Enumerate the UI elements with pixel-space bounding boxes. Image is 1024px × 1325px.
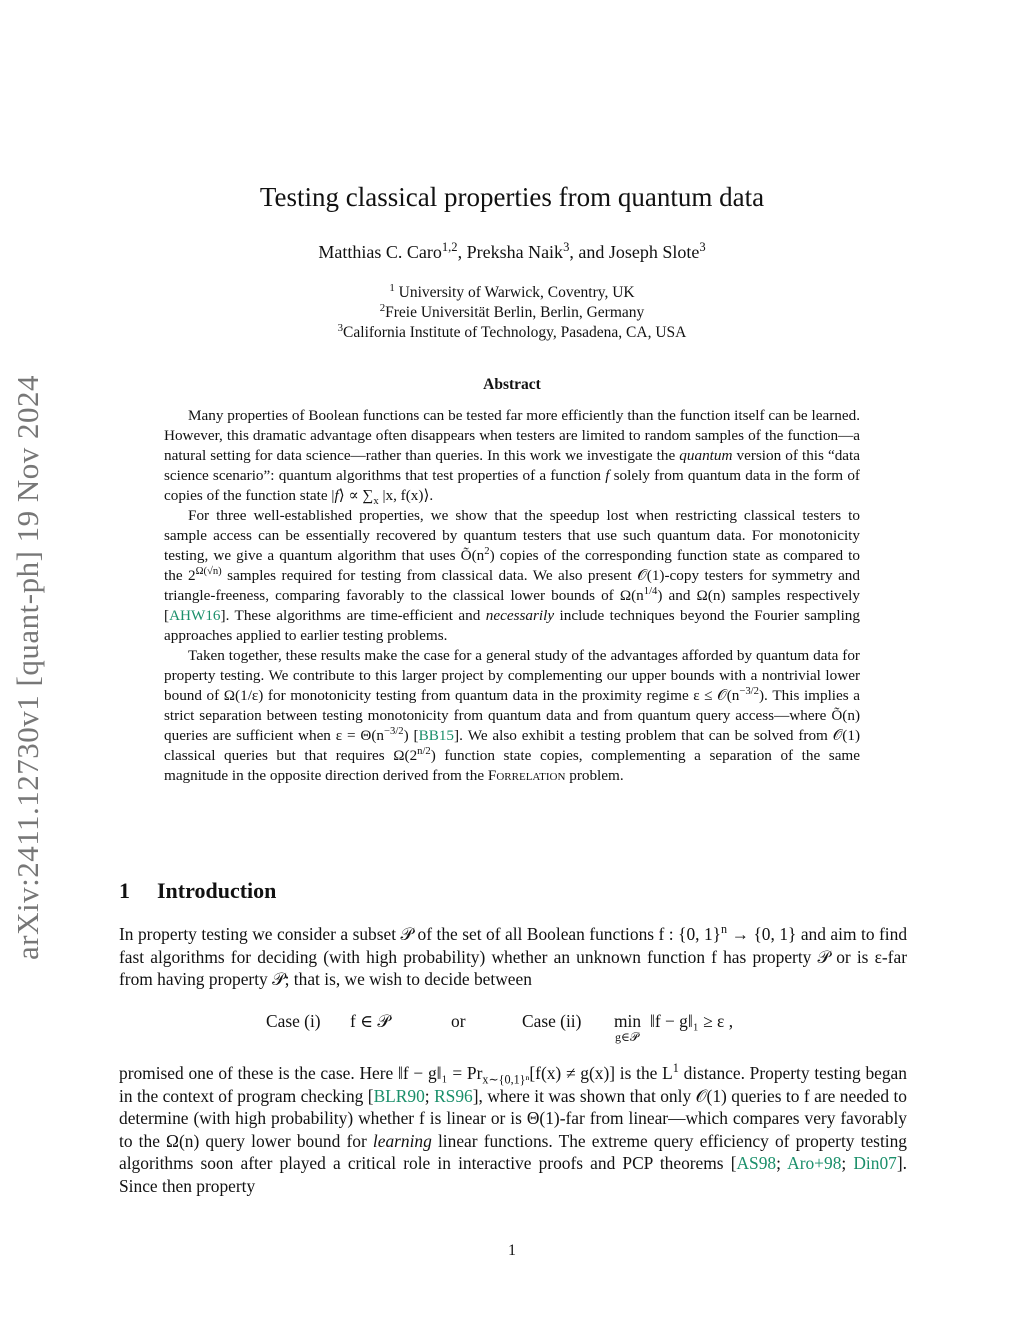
math-sup: n/2 [417, 745, 431, 757]
affiliation-num: 2 [379, 301, 386, 314]
emphasis: necessarily [485, 607, 555, 624]
math-sup: 1 [672, 1061, 679, 1076]
text-run: samples required for testing from classical data. We also present 𝒪(1)-copy testers for symmetry and triangle-freeness, comparing favorably to the classical lower bounds of Ω(n [164, 567, 860, 604]
math-var: f [605, 467, 610, 484]
text-run: ]. These algorithms are time-efficient and [220, 607, 486, 624]
math-var: f [334, 487, 339, 504]
text-run: Taken together, these results make the case for a general study of the advantages afforded by quantum data for property testing. We contribute to this larger project by complementing our upper bounds with a nontrivial lower bound of Ω(1/ε) for monotonicity testing from quantum data in the proximity regime ε ≤ 𝒪(n [164, 647, 860, 704]
math-sup: −3/2 [384, 725, 404, 737]
text-run: solely from quantum data in the form of copies of the function state | [164, 467, 860, 504]
text-run: ; [776, 1153, 788, 1173]
text-run: ; [841, 1153, 854, 1173]
emphasis: learning [372, 1130, 432, 1151]
case-label: Case (ii) [522, 1011, 582, 1031]
affiliation-2 [0, 301, 1024, 322]
text-run: |x, f(x)⟩. [378, 487, 434, 504]
emphasis: quantum [679, 447, 733, 464]
text-run: linear functions. The extreme query efficiency of property testing algorithms soon after played a critical role in interactive proofs and PCP theorems [ [119, 1130, 908, 1173]
text-run: ; [424, 1085, 435, 1106]
text-run: For three well-established properties, we show that the speedup lost when restricting classical testers to sample access can be essentially recovered by quantum testers that use such quantum data. For monotonicity testing, we give a quantum algorithm that uses Õ(n [164, 507, 860, 564]
affiliation-3 [0, 321, 1024, 342]
affiliation-num: 3 [337, 321, 344, 334]
citation-link[interactable]: BB15 [418, 727, 455, 744]
math-sup: 1/4 [643, 585, 658, 597]
text-run: ]. We also exhibit a testing problem that can be solved from 𝒪(1) classical queries but that requires Ω(2 [164, 727, 860, 764]
paper-title: Testing classical properties from quantum data [259, 182, 765, 212]
text-run: ) copies of the corresponding function state as compared to the 2 [164, 547, 860, 584]
case-expression: f ∈ 𝒫 [350, 1011, 390, 1031]
abstract-paragraph-1 [164, 406, 860, 506]
author-2: Preksha Naik [466, 242, 564, 262]
author-1: Matthias C. Caro [318, 242, 442, 262]
math-sup: 2 [484, 545, 490, 557]
text-run: promised one of these is the case. Here ‖f − g‖₁ = Pr [119, 1063, 483, 1083]
citation-link[interactable]: Din07 [853, 1153, 897, 1173]
math-sup: Ω(√n) [195, 565, 222, 577]
math-sub: x [373, 496, 379, 508]
author-list [0, 242, 1024, 263]
text-run: → {0, 1} and aim to find fast algorithms for deciding (with high probability) whether an unknown function f has property 𝒫 or is ε-far from having property 𝒫; that is, we wish to decide between [119, 924, 908, 989]
text-run: distance. Property testing began in the context of program checking [ [119, 1063, 907, 1106]
case-label: Case (i) [266, 1011, 321, 1031]
abstract-heading: Abstract [483, 376, 541, 393]
problem-name: Forrelation [487, 767, 566, 784]
citation-link[interactable]: AHW16 [169, 607, 221, 624]
author-sep: , [457, 242, 467, 262]
abstract-body [164, 406, 860, 786]
text-run: ]. Since then property [119, 1153, 907, 1196]
text-run: [f(x) ≠ g(x)] is the L [529, 1063, 673, 1083]
citation-link[interactable]: RS96 [434, 1085, 473, 1106]
citation-link[interactable]: Aro+98 [787, 1153, 842, 1173]
text-run: In property testing we consider a subset 𝒫 of the set of all Boolean functions f : {0, 1} [119, 924, 722, 944]
page-number: 1 [508, 1242, 516, 1259]
citation-link[interactable]: BLR90 [373, 1085, 425, 1106]
affiliation-1 [0, 281, 1024, 302]
text-run: ). This implies a strict separation between testing monotonicity from quantum data and from quantum query access—where Õ(n) queries are sufficient when ε = Θ(n [164, 687, 860, 744]
text-run: ⟩ ∝ ∑ [338, 487, 374, 504]
math-sup: −3/2 [739, 685, 759, 697]
min-operator: min [614, 1011, 642, 1031]
affiliation-text: University of Warwick, Coventry, UK [394, 284, 635, 301]
abstract-paragraph-3 [164, 646, 860, 786]
connector: or [451, 1011, 466, 1031]
text-run: ) function state copies, complementing a separation of the same magnitude in the opposite direction derived from the [164, 747, 860, 784]
text-run: version of this “data science scenario”: quantum algorithms that test properties of a function [164, 447, 860, 484]
author-3-affil: 3 [699, 240, 706, 254]
text-run: ) and Ω(n) samples respectively [ [164, 587, 860, 624]
intro-paragraph-2 [119, 1062, 907, 1197]
text-run: problem. [565, 767, 624, 784]
min-subscript: g∈𝒫 [615, 1030, 639, 1044]
affiliation-num: 1 [389, 281, 395, 294]
math-sup: n [721, 922, 728, 937]
author-2-affil: 3 [563, 240, 570, 254]
section-number: 1 [119, 878, 130, 903]
text-run: ], where it was shown that only 𝒪(1) queries to f are needed to determine (with high probability) whether f is linear or is Θ(1)-far from linear—which compares very favorably to the Ω(n) query lower bound for [119, 1085, 907, 1151]
case-expression: ‖f − g‖₁ ≥ ε , [650, 1011, 734, 1031]
author-1-affil: 1,2 [441, 240, 458, 254]
section-title: Introduction [157, 878, 277, 903]
author-3: Joseph Slote [608, 242, 700, 262]
citation-link[interactable]: AS98 [736, 1153, 777, 1173]
text-run: ) [ [403, 727, 419, 744]
affiliation-text: California Institute of Technology, Pasadena, CA, USA [343, 324, 687, 341]
text-run: Many properties of Boolean functions can be tested far more efficiently than the function itself can be learned. However, this dramatic advantage often disappears when testers are limited to random samples of the function—a natural setting for data science—rather than queries. In this work we investigate the [164, 407, 860, 464]
text-run: include techniques beyond the Fourier sampling approaches applied to earlier testing problems. [164, 607, 860, 644]
arxiv-sidebar-id: arXiv:2411.12730v1 [quant-ph] 19 Nov 2024 [10, 374, 45, 960]
intro-paragraph-1 [119, 923, 907, 991]
abstract-paragraph-2 [164, 506, 860, 646]
affiliation-text: Freie Universität Berlin, Berlin, Germany [385, 304, 645, 321]
math-sub: x∼{0,1}ⁿ [482, 1072, 530, 1087]
section-heading [119, 878, 276, 904]
author-sep: , and [569, 242, 609, 262]
